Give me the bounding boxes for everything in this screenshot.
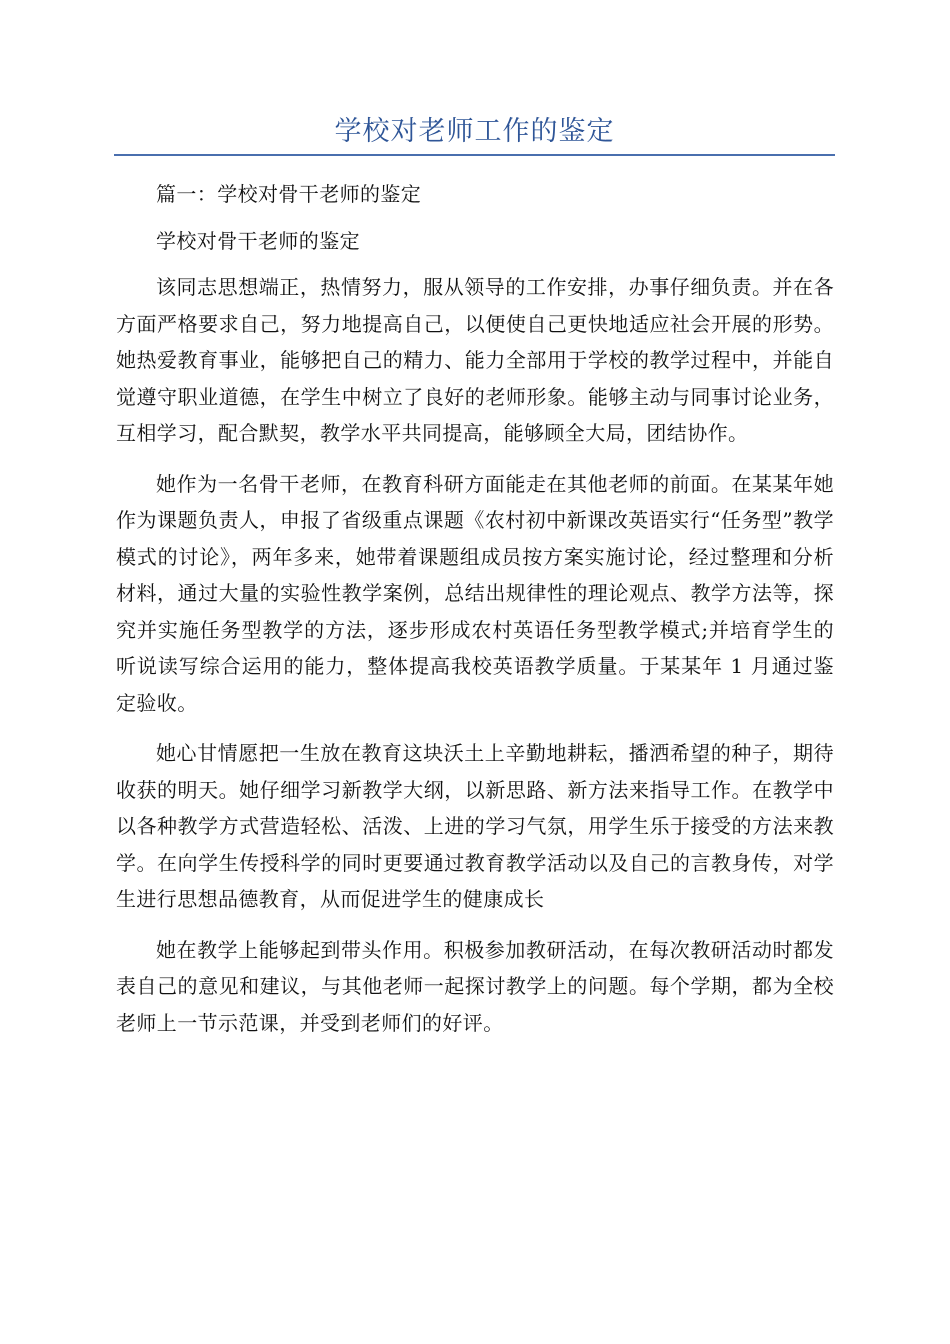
- section-heading: 篇一：学校对骨干老师的鉴定: [156, 182, 422, 206]
- title-underline: [114, 154, 835, 156]
- paragraph-2: 她作为一名骨干老师，在教育科研方面能走在其他老师的前面。在某某年她作为课题负责人，申报了省级重点课题《农村初中新课改英语实行“任务型”教学模式的讨论》，两年多来，她带着课题组成员按方案实施讨论，经过整理和分析材料，通过大量的实验性教学案例，总结出规律性的理论观点、教学方法等，探究并实施任务型教学的方法，逐步形成农村英语任务型教学模式;并培育学生的听说读写综合运用的能力，整体提高我校英语教学质量。于某某年 1 月通过鉴定验收。: [116, 471, 834, 715]
- document-title: 学校对老师工作的鉴定: [334, 116, 615, 147]
- paragraph-4: 她在教学上能够起到带头作用。积极参加教研活动，在每次教研活动时都发表自己的意见和建议，与其他老师一起探讨教学上的问题。每个学期，都为全校老师上一节示范课，并受到老师们的好评。: [116, 937, 834, 1035]
- subheading: 学校对骨干老师的鉴定: [156, 228, 360, 253]
- document-body: [116, 176, 834, 1055]
- paragraph-1: 该同志思想端正，热情努力，服从领导的工作安排，办事仔细负责。并在各方面严格要求自己，努力地提高自己，以便使自己更快地适应社会开展的形势。她热爱教育事业，能够把自己的精力、能力全部用于学校的教学过程中，并能自觉遵守职业道德，在学生中树立了良好的老师形象。能够主动与同事讨论业务，互相学习，配合默契，教学水平共同提高，能够顾全大局，团结协作。: [116, 275, 834, 445]
- paragraph-3: 她心甘情愿把一生放在教育这块沃土上辛勤地耕耘，播洒希望的种子，期待收获的明天。她仔细学习新教学大纲，以新思路、新方法来指导工作。在教学中以各种教学方式营造轻松、活泼、上进的学习气氛，用学生乐于接受的方法来教学。在向学生传授科学的同时更要通过教育教学活动以及自己的言教身传，对学生进行思想品德教育，从而促进学生的健康成长: [116, 741, 834, 911]
